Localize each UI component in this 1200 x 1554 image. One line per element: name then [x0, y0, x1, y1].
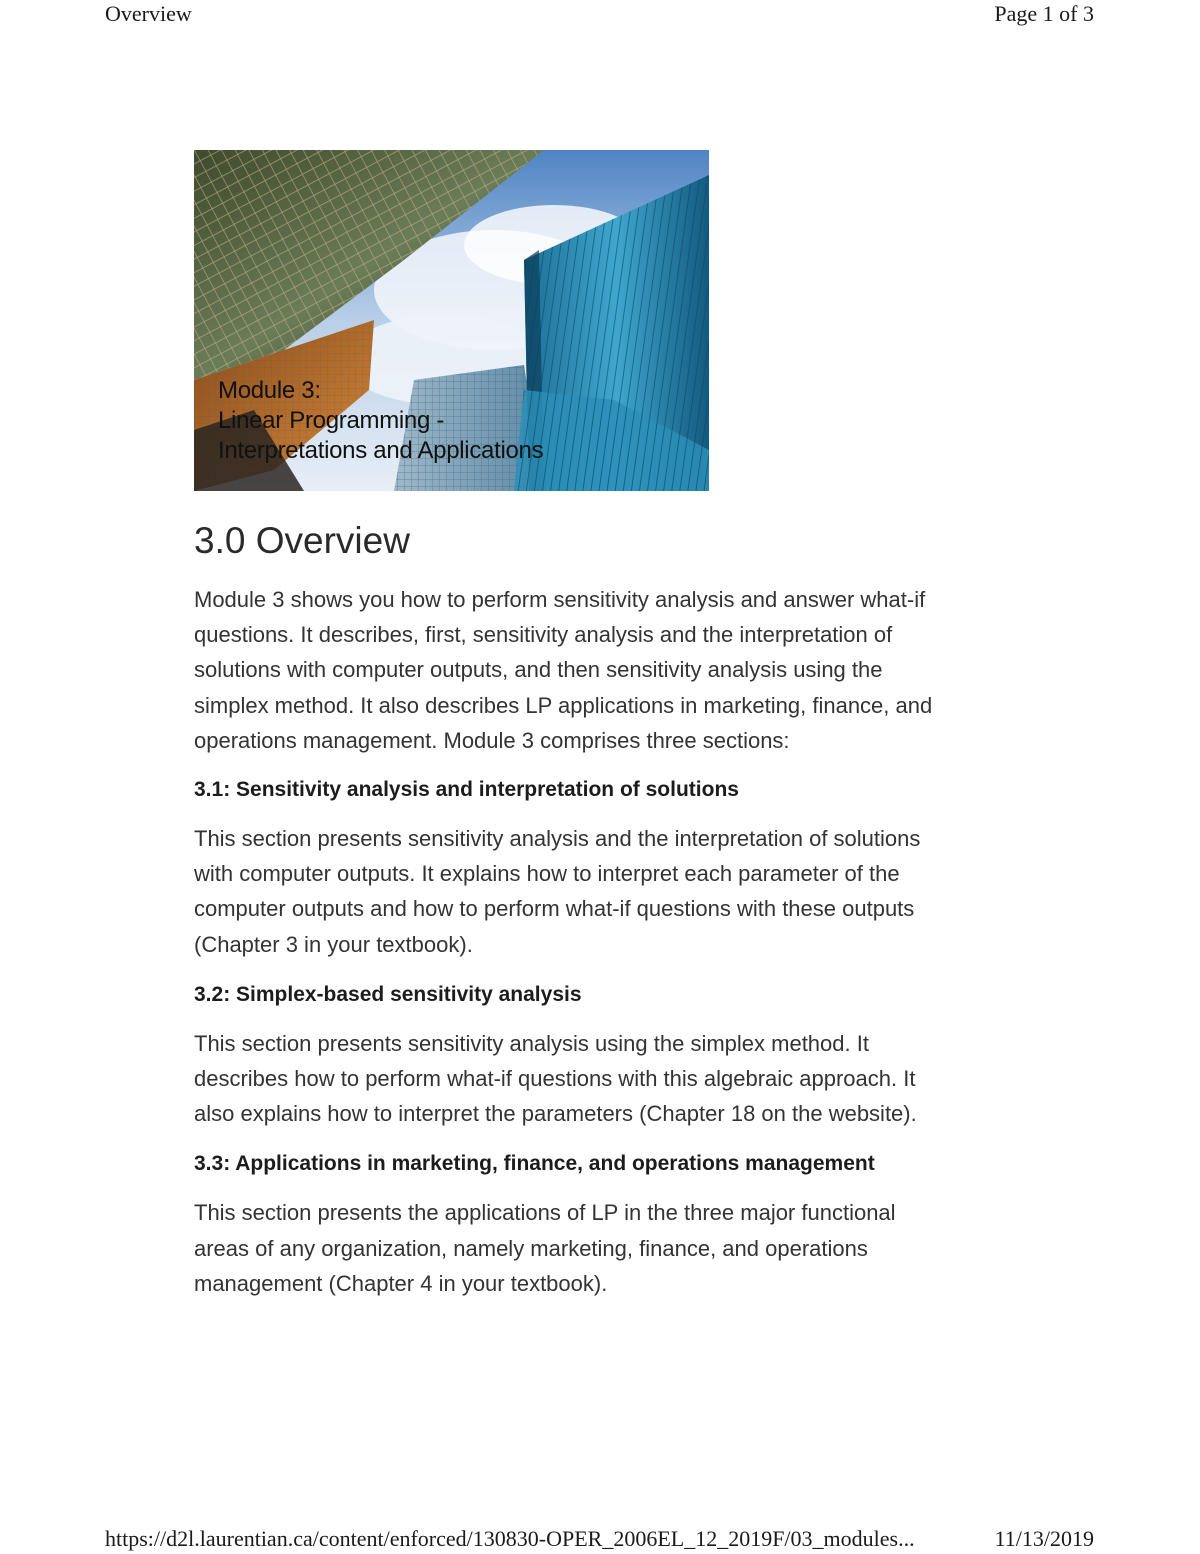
section-heading-3-2: 3.2: Simplex-based sensitivity analysis — [194, 982, 582, 1006]
section-body-3-1: This section presents sensitivity analysis and the interpretation of solutions with computer outputs. It explains how to interpret each parameter of the computer outputs and how to perform what-if questions with these outputs (Chapter 3 in your textbook). — [194, 826, 921, 957]
print-footer — [0, 1524, 1200, 1554]
banner-caption — [218, 376, 543, 466]
section-body-3-2: This section presents sensitivity analysis using the simplex method. It describes how to perform what-if questions with this algebraic approach. It also explains how to interpret the parameters (Chapter 18 on the website). — [194, 1030, 917, 1127]
section-heading-3-3: 3.3: Applications in marketing, finance, and operations management — [194, 1152, 875, 1176]
page-title: 3.0 Overview — [194, 520, 410, 561]
print-header-title: Overview — [105, 1, 192, 26]
section-heading-3-1: 3.1: Sensitivity analysis and interpretation of solutions — [194, 778, 739, 802]
banner-module-label: Module 3: — [218, 377, 321, 404]
banner-title-line1: Linear Programming - — [218, 407, 445, 434]
page-indicator: Page 1 of 3 — [994, 1, 1094, 26]
print-header — [0, 0, 1200, 30]
print-date: 11/13/2019 — [994, 1526, 1094, 1551]
section-body-3-3: This section presents the applications of LP in the three major functional areas of any organization, namely marketing, finance, and operations management (Chapter 4 in your textbook). — [194, 1200, 896, 1296]
main-content — [194, 150, 954, 1301]
intro-paragraph: Module 3 shows you how to perform sensitivity analysis and answer what-if questions. It describes, first, sensitivity analysis and the interpretation of solutions with computer outputs, and then sensitivity analysis using the simplex method. It also describes LP applications in marketing, finance, and operations management. Module 3 comprises three sections: — [194, 587, 933, 753]
page-url: https://d2l.laurentian.ca/content/enforced/130830-OPER_2006EL_12_2019F/03_modules... — [105, 1526, 915, 1551]
module-banner-image — [194, 150, 709, 491]
banner-title-line2: Interpretations and Applications — [218, 437, 544, 464]
